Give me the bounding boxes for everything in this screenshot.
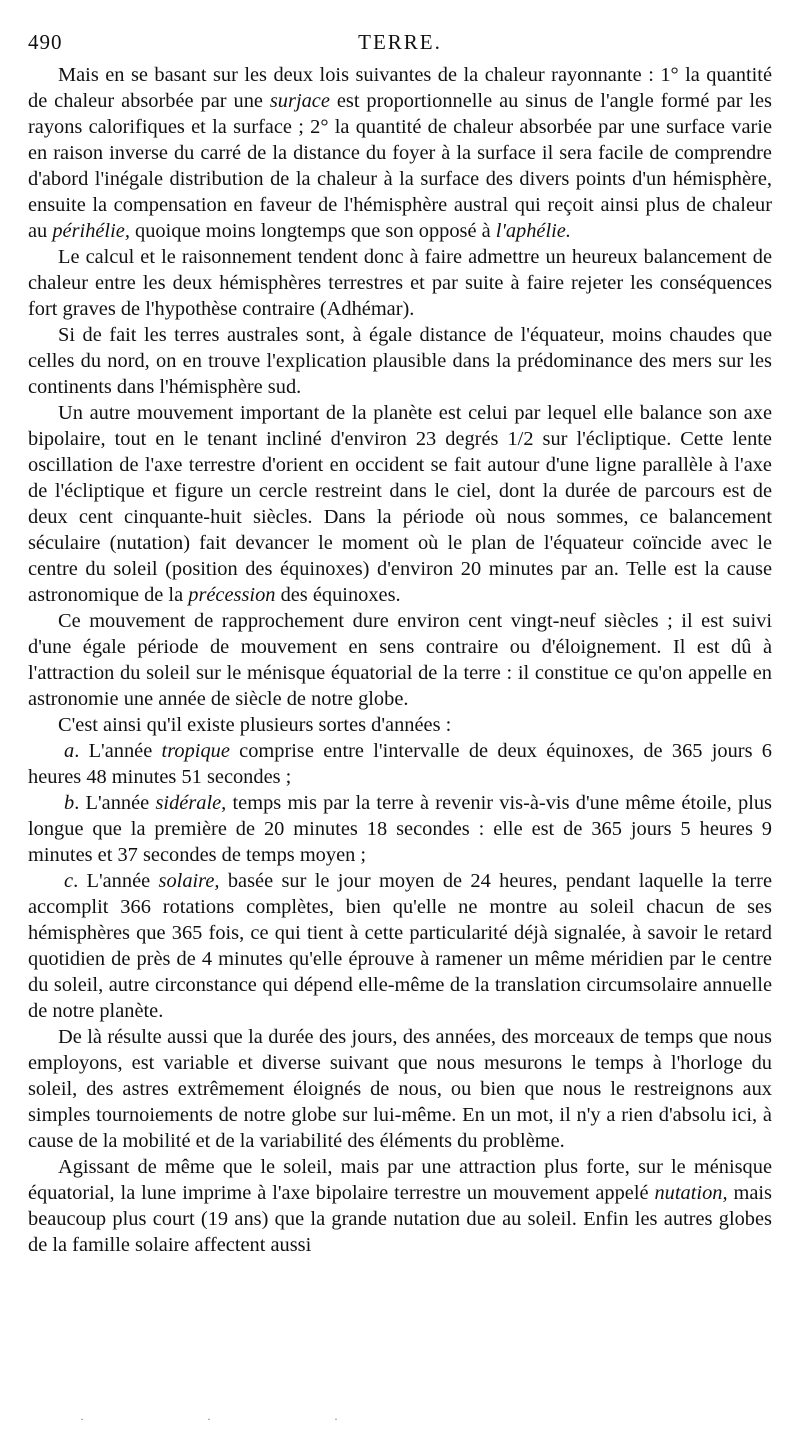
paragraph-p7 <box>28 738 772 790</box>
paragraph-p11 <box>28 1154 772 1258</box>
footer-specks: · · · <box>80 1412 398 1426</box>
page-number: 490 <box>28 30 63 54</box>
italic-text: surjace <box>269 90 330 112</box>
paragraph-p8 <box>28 790 772 868</box>
paragraph-p5 <box>28 608 772 712</box>
paragraph-p3 <box>28 322 772 400</box>
text-segment: quoique moins longtemps que son opposé à <box>129 220 496 242</box>
text-segment: . L'année <box>74 740 162 762</box>
text-segment: Si de fait les terres australes sont, à égale distance de l'équateur, moins chaudes que celles du nord, on en trouve l'explication plausible dans la prédominance des mers sur les continents dans l'hémisphère sud. <box>28 324 772 398</box>
paragraph-p2 <box>28 244 772 322</box>
paragraph-p9 <box>28 868 772 1024</box>
italic-text: b <box>64 792 75 814</box>
text-segment: mais beaucoup plus court (19 ans) que la grande nutation due au soleil. Enfin les autres globes de la famille solaire affectent aussi <box>28 1182 772 1256</box>
text-segment: . L'année <box>73 870 159 892</box>
italic-text: a <box>64 740 75 762</box>
text-segment: Ce mouvement de rapprochement dure environ cent vingt-neuf siècles ; il est suivi d'une égale période de mouvement en sens contraire ou d'éloignement. Il est dû à l'attraction du soleil sur le ménisque équatorial de la terre : il constitue ce qu'on appelle en astronomie une année de siècle de notre globe. <box>28 610 772 710</box>
italic-text: précession <box>188 584 276 606</box>
paragraph-p6 <box>28 712 772 738</box>
italic-text: périhélie, <box>52 220 130 242</box>
text-segment: C'est ainsi qu'il existe plusieurs sortes d'années : <box>58 714 452 736</box>
text-segment: basée sur le jour moyen de 24 heures, pendant laquelle la terre accomplit 366 rotations complètes, bien qu'elle ne montre au soleil chacun de ses hémisphères que 365 fois, ce qui tient à cette particularité déjà signalée, à savoir le retard quotidien de près de 4 minutes qu'elle éprouve à ramener un même méridien par le centre du soleil, autre circonstance qui dépend elle-même de la translation circumsolaire annuelle de notre planète. <box>28 870 773 1022</box>
text-segment: Mais en se basant sur les deux lois suivantes de la chaleur rayonnante : 1° la quantité de chaleur absorbée par une <box>28 64 772 112</box>
page-header <box>28 30 772 56</box>
italic-text: sidérale, <box>155 792 227 814</box>
text-segment: Agissant de même que le soleil, mais par une attraction plus forte, sur le ménisque équatorial, la lune imprime à l'axe bipolaire terrestre un mouvement appelé <box>28 1156 772 1204</box>
italic-text: tropique <box>161 740 230 762</box>
running-title: TERRE. <box>358 30 442 54</box>
body-text <box>28 62 772 1258</box>
text-segment: des équinoxes. <box>275 584 401 606</box>
paragraph-p4 <box>28 400 772 608</box>
text-segment: est proportionnelle au sinus de l'angle formé par les rayons calorifiques et la surface ; 2° la quantité de chaleur absorbée par une surface varie en raison inverse du carré de la distance du foyer à la surface il sera facile de comprendre d'abord l'inégale distribution de la chaleur à la surface des divers points d'un hémisphère, ensuite la compensation en faveur de l'hémisphère austral qui reçoit ainsi plus de chaleur au <box>28 90 772 242</box>
italic-text: l'aphélie. <box>495 220 571 242</box>
paragraph-p10 <box>28 1024 772 1154</box>
text-segment: De là résulte aussi que la durée des jours, des années, des morceaux de temps que nous employons, est variable et diverse suivant que nous mesurons le temps à l'horloge du soleil, des astres extrêmement éloignés de nous, ou bien que nous le restreignons aux simples tournoiements de notre globe sur lui-même. En un mot, il n'y a rien d'absolu ici, à cause de la mobilité et de la variabilité des éléments du problème. <box>28 1026 772 1152</box>
text-segment: . L'année <box>74 792 156 814</box>
italic-text: solaire, <box>158 870 220 892</box>
text-segment: temps mis par la terre à revenir vis-à-vis d'une même étoile, plus longue que la première de 20 minutes 18 secondes : elle est de 365 jours 5 heures 9 minutes et 37 secondes de temps moyen ; <box>28 792 772 866</box>
text-segment: Le calcul et le raisonnement tendent donc à faire admettre un heureux balancement de chaleur entre les deux hémisphères terrestres et par suite à faire rejeter les conséquences fort graves de l'hypothèse contraire (Adhémar). <box>28 246 772 320</box>
text-segment: Un autre mouvement important de la planète est celui par lequel elle balance son axe bipolaire, tout en le tenant incliné d'environ 23 degrés 1/2 sur l'écliptique. Cette lente oscillation de l'axe terrestre d'orient en occident se fait autour d'une ligne parallèle à l'axe de l'écliptique et figure un cercle restreint dans le ciel, dont la durée de parcours est de deux cent cinquante-huit siècles. Dans la période où nous sommes, ce balancement séculaire (nutation) fait devancer le moment où le plan de l'équateur coïncide avec le centre du soleil (position des équinoxes) d'environ 20 minutes par an. Telle est la cause astronomique de la <box>28 402 772 606</box>
italic-text: c <box>64 870 74 892</box>
book-page <box>28 30 772 1258</box>
paragraph-p1 <box>28 62 772 244</box>
text-segment: comprise entre l'intervalle de deux équinoxes, de 365 jours 6 heures 48 minutes 51 secondes ; <box>28 740 772 788</box>
italic-text: nutation, <box>654 1182 728 1204</box>
